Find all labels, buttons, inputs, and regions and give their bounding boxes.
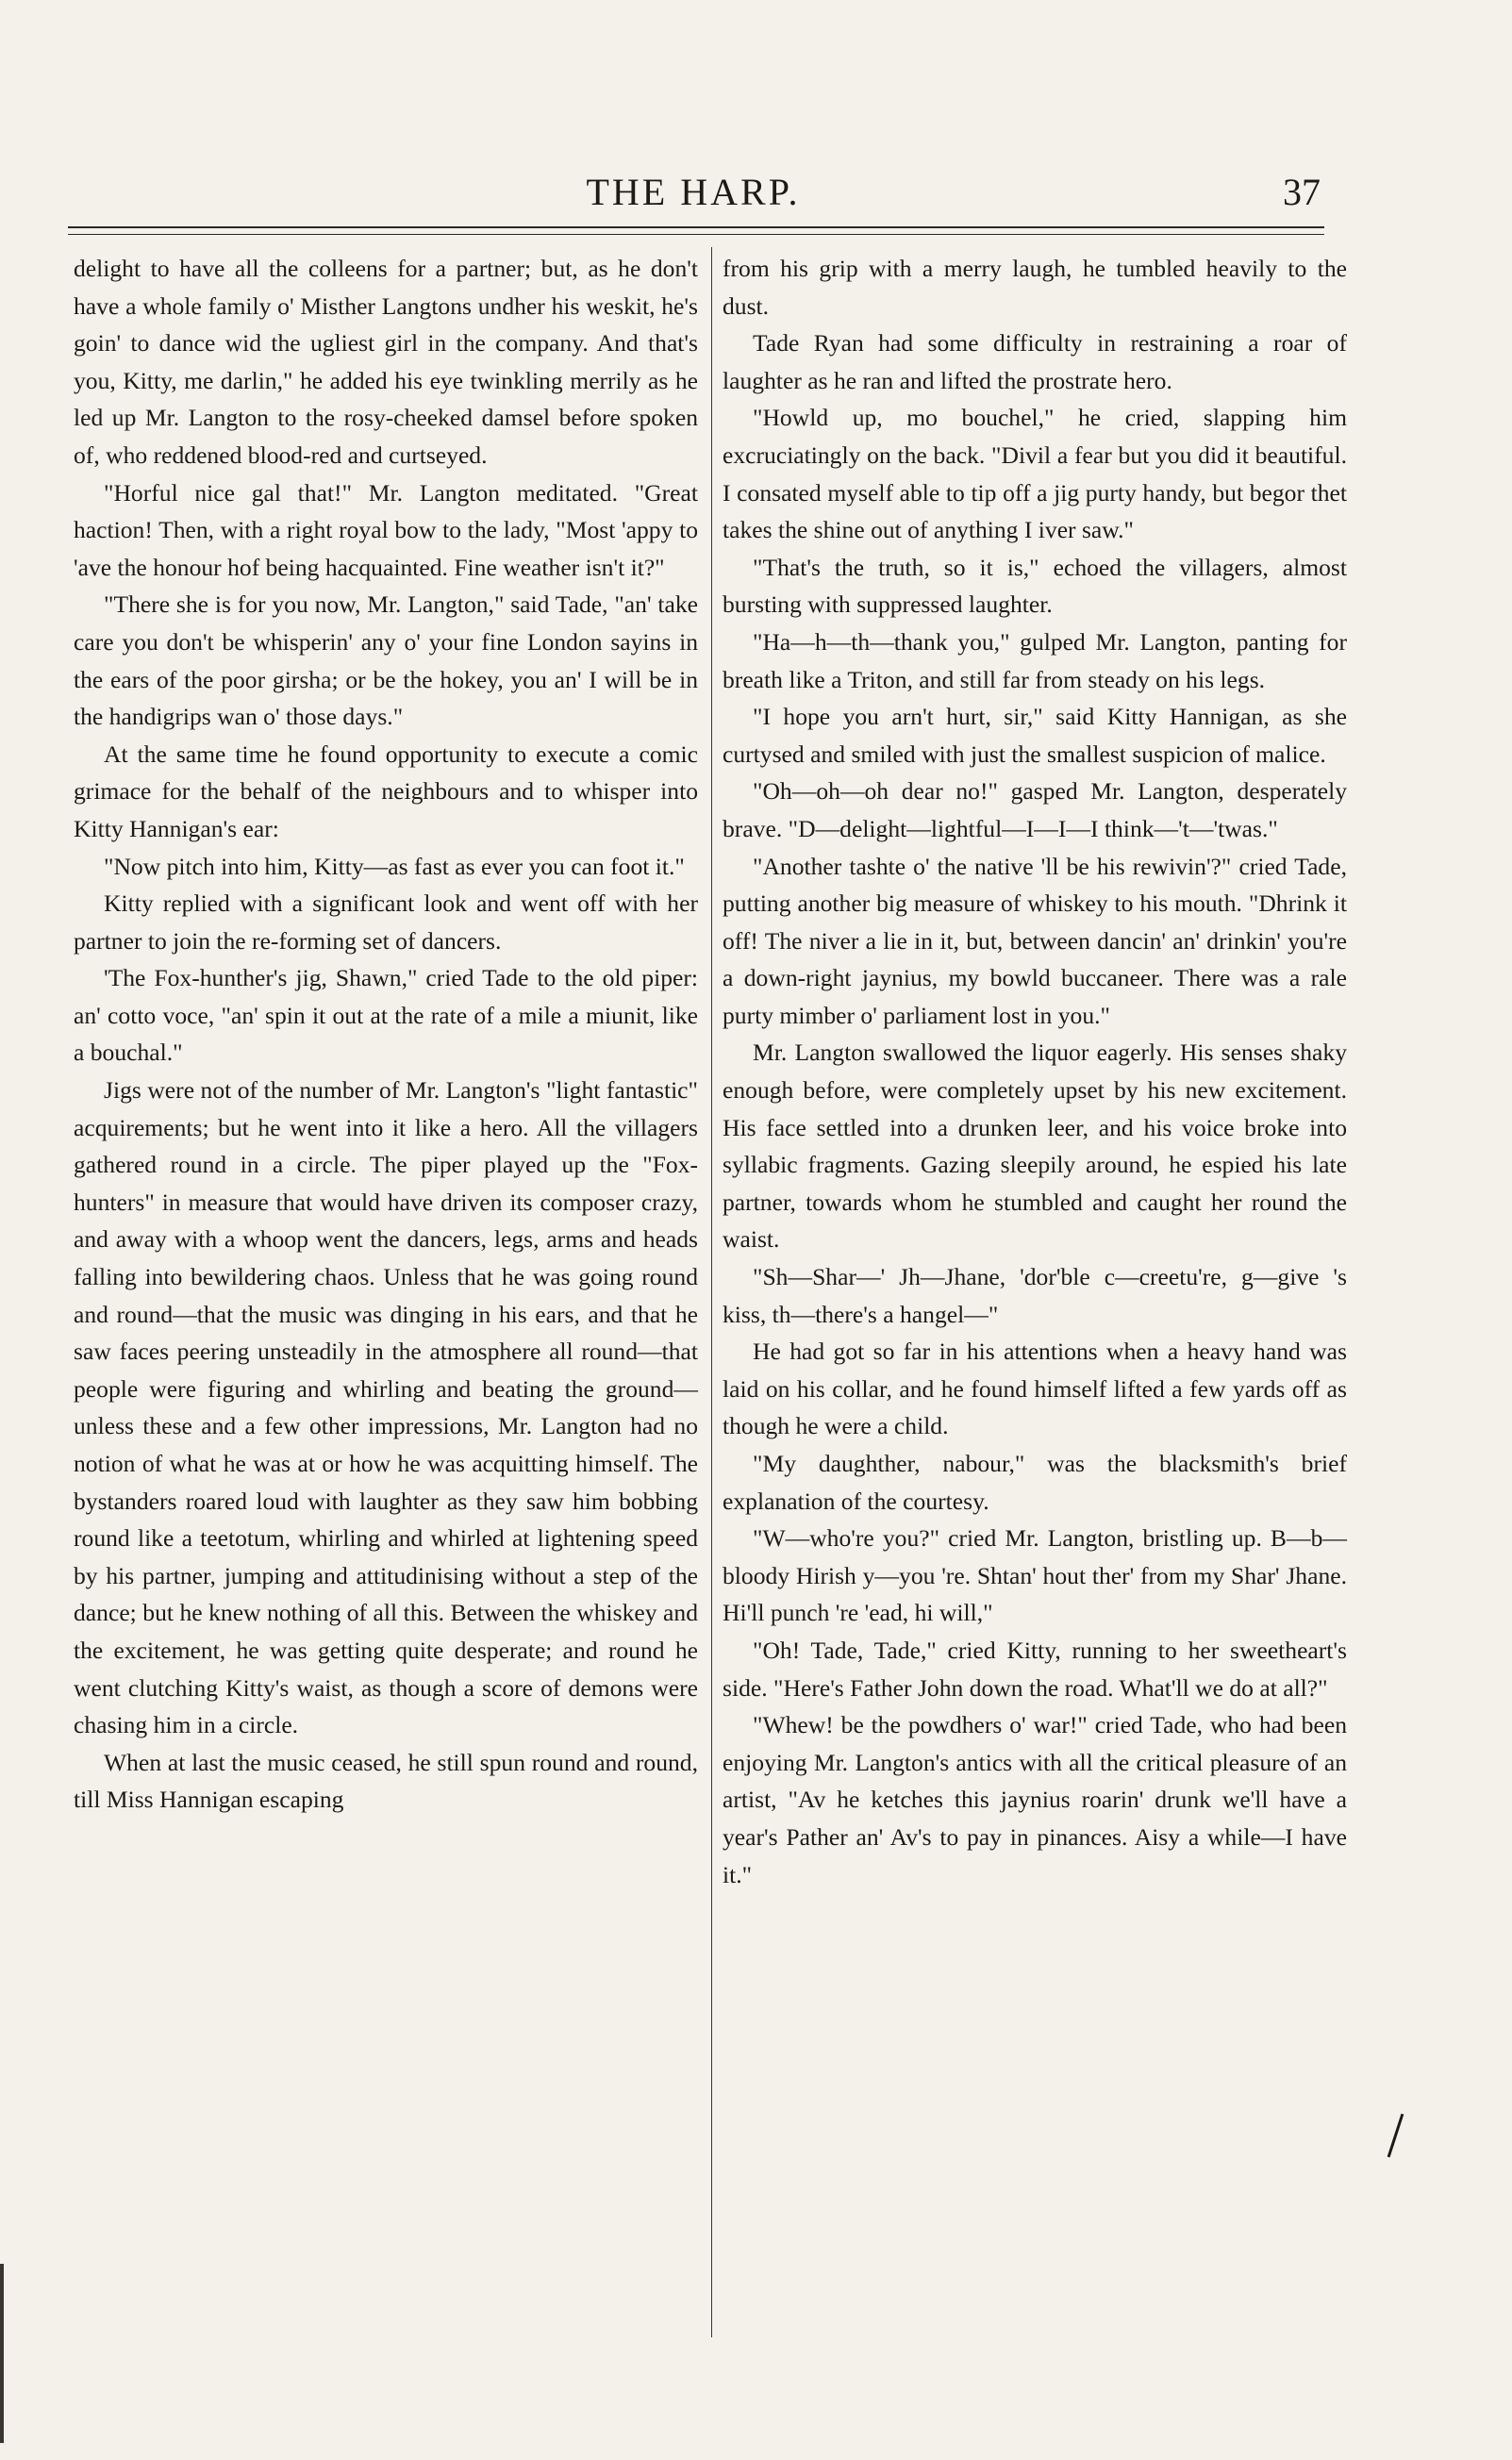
paragraph: delight to have all the colleens for a partner; but, as he don't have a whole family o' Misther Langtons undher his weskit, he's goin' to dance wid the ugliest girl in the company. And that's you, Kitty, me darlin," he added his eye twinkling merrily as he led up Mr. Langton to the rosy-cheeked damsel before spoken of, who reddened blood-red and curtseyed.	[74, 255, 698, 469]
paragraph: Mr. Langton swallowed the liquor eagerly. His senses shaky enough before, were completely upset by his new excitement. His face settled into a drunken leer, and his voice broke into syllabic fragments. Gazing sleepily around, he espied his late partner, towards whom he stumbled and caught her round the waist.	[723, 1039, 1347, 1254]
margin-mark	[1387, 2114, 1404, 2158]
journal-title: THE HARP.	[586, 171, 801, 213]
paragraph: "W—who're you?" cried Mr. Langton, bristling up. B—b—bloody Hirish y—you 're. Shtan' hout ther' from my Shar' Jhane. Hi'll punch 're 'ead, hi will,"	[723, 1524, 1347, 1627]
scan-edge-mark	[0, 2264, 4, 2443]
paragraph: "That's the truth, so it is," echoed the villagers, almost bursting with suppressed laughter.	[723, 553, 1347, 619]
paragraph: "There she is for you now, Mr. Langton," said Tade, "an' take care you don't be whisperin' any o' your fine London sayins in the ears of the poor girsha; or be the hokey, you an' I will be in the handigrips wan o' those days."	[74, 590, 698, 731]
paragraph: "Whew! be the powdhers o' war!" cried Tade, who had been enjoying Mr. Langton's antics with all the critical pleasure of an artist, "Av he ketches this jaynius roarin' drunk we'll have a year's Pather an' Av's to pay in pinances. Aisy a while—I have it."	[723, 1711, 1347, 1888]
header-rule-thin	[68, 234, 1324, 235]
paragraph: Jigs were not of the number of Mr. Langton's "light fantastic" acquirements; but he went into it like a hero. All the villagers gathered round in a circle. The piper played up the "Fox-hunters" in measure that would have driven its composer crazy, and away with a whoop went the dancers, legs, arms and heads falling into bewildering chaos. Unless that he was going round and round—that the music was dinging in his ears, and that he saw faces peering unsteadily in the atmosphere all round—that people were figuring and whirling and beating the ground—unless these and a few other impressions, Mr. Langton had no notion of what he was at or how he was acquitting himself. The bystanders roared loud with laughter as they saw him bobbing round like a teetotum, whirling and whirled at lightening speed by his partner, jumping and attitudinising without a step of the dance; but he knew nothing of all this. Between the whiskey and the excitement, he was getting quite desperate; and round he went clutching Kitty's waist, as though a score of demons were chasing him in a circle.	[74, 1076, 698, 1739]
paragraph: "Ha—h—th—thank you," gulped Mr. Langton, panting for breath like a Triton, and still far from steady on his legs.	[723, 627, 1347, 693]
running-header	[66, 170, 1321, 226]
header-rule	[68, 226, 1324, 228]
column-divider	[711, 247, 712, 2337]
paragraph: "Oh—oh—oh dear no!" gasped Mr. Langton, desperately brave. "D—delight—lightful—I—I—I think—'t—'twas."	[723, 777, 1347, 842]
paragraph: Kitty replied with a significant look and went off with her partner to join the re-forming set of dancers.	[74, 889, 698, 955]
left-column	[74, 250, 698, 1819]
paragraph: "Horful nice gal that!" Mr. Langton meditated. "Great haction! Then, with a right royal bow to the lady, "Most 'appy to 'ave the honour hof being hacquainted. Fine weather isn't it?"	[74, 478, 698, 581]
paragraph: "My daughther, nabour," was the blacksmith's brief explanation of the courtesy.	[723, 1450, 1347, 1515]
paragraph: "Oh! Tade, Tade," cried Kitty, running to her sweetheart's side. "Here's Father John down the road. What'll we do at all?"	[723, 1636, 1347, 1702]
paragraph: He had got so far in his attentions when a heavy hand was laid on his collar, and he found himself lifted a few yards off as though he were a child.	[723, 1338, 1347, 1440]
paragraph: Tade Ryan had some difficulty in restraining a roar of laughter as he ran and lifted the prostrate hero.	[723, 329, 1347, 394]
page-number: 37	[1283, 171, 1321, 213]
paragraph: from his grip with a merry laugh, he tumbled heavily to the dust.	[723, 255, 1347, 320]
paragraph: "Howld up, mo bouchel," he cried, slapping him excruciatingly on the back. "Divil a fear but you did it beautiful. I consated myself able to tip off a jig purty handy, but begor thet takes the shine out of anything I iver saw."	[723, 404, 1347, 544]
paragraph: "Now pitch into him, Kitty—as fast as ever you can foot it."	[104, 852, 685, 880]
paragraph: 'The Fox-hunther's jig, Shawn," cried Tade to the old piper: an' cotto voce, "an' spin it out at the rate of a mile a miunit, like a bouchal."	[74, 964, 698, 1067]
paragraph: When at last the music ceased, he still spun round and round, till Miss Hannigan escaping	[74, 1748, 698, 1814]
paragraph: "I hope you arn't hurt, sir," said Kitty Hannigan, as she curtysed and smiled with just the smallest suspicion of malice.	[723, 703, 1347, 768]
paragraph: "Another tashte o' the native 'll be his rewivin'?" cried Tade, putting another big measure of whiskey to his mouth. "Dhrink it off! The niver a lie in it, but, between dancin' an' drinkin' you're a down-right jaynius, my bowld buccaneer. There was a rale purty mimber o' parliament lost in you."	[723, 852, 1347, 1029]
paragraph: At the same time he found opportunity to execute a comic grimace for the behalf of the neighbours and to whisper into Kitty Hannigan's ear:	[74, 740, 698, 842]
paragraph: "Sh—Shar—' Jh—Jhane, 'dor'ble c—creetu're, g—give 's kiss, th—there's a hangel—"	[723, 1263, 1347, 1328]
right-column	[723, 250, 1347, 1893]
